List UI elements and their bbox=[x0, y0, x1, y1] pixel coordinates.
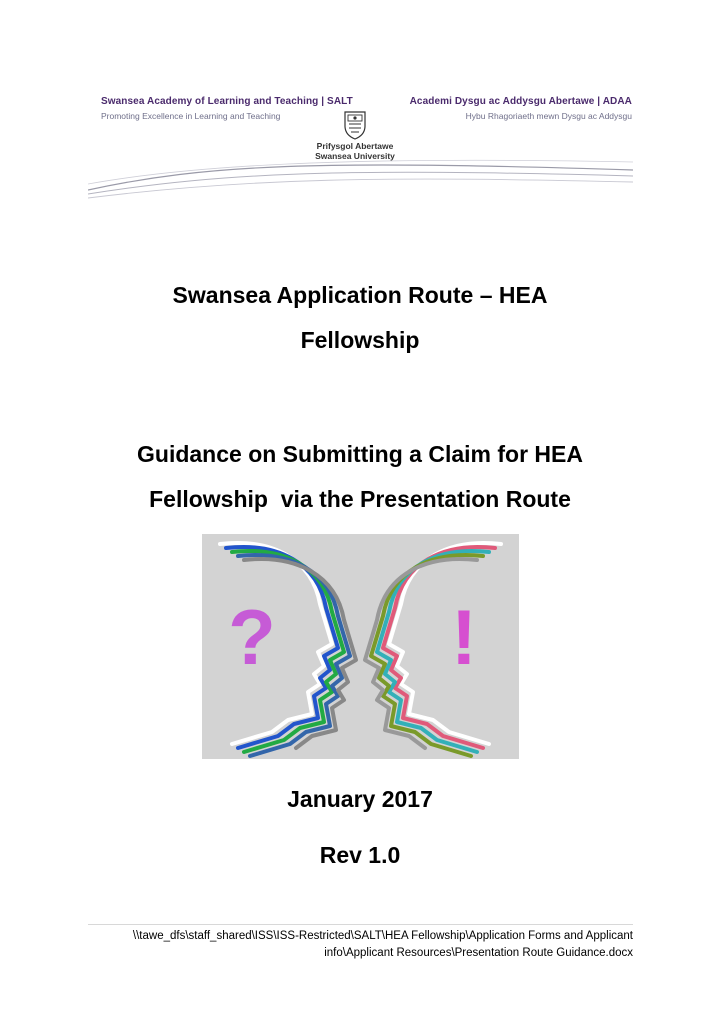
adaa-branding bbox=[410, 96, 632, 121]
footer-file-path bbox=[88, 928, 633, 962]
salt-branding bbox=[101, 96, 353, 121]
question-mark-icon: ? bbox=[228, 593, 276, 681]
salt-title: Swansea Academy of Learning and Teaching | SALT bbox=[101, 96, 353, 107]
document-title bbox=[0, 273, 720, 363]
document-revision: Rev 1.0 bbox=[319, 842, 401, 868]
letterhead bbox=[88, 90, 633, 200]
footer-path-line-2: info\Applicant Resources\Presentation Route Guidance.docx bbox=[324, 947, 633, 959]
document-subtitle-line-2: Fellowship via the Presentation Route bbox=[149, 486, 571, 512]
university-crest-icon bbox=[343, 110, 367, 140]
adaa-title: Academi Dysgu ac Addysgu Abertawe | ADAA bbox=[409, 96, 632, 107]
footer-divider bbox=[88, 924, 633, 925]
exclamation-mark-icon: ! bbox=[451, 593, 477, 681]
adaa-tagline: Hybu Rhagoriaeth mewn Dysgu ac Addysgu bbox=[465, 111, 632, 121]
document-subtitle-line-1: Guidance on Submitting a Claim for HEA bbox=[137, 441, 583, 467]
document-title-line-2: Fellowship bbox=[300, 327, 420, 353]
document-title-line-1: Swansea Application Route – HEA bbox=[172, 282, 548, 308]
salt-tagline: Promoting Excellence in Learning and Teaching bbox=[101, 111, 281, 121]
document-subtitle bbox=[0, 432, 720, 522]
facing-heads-illustration bbox=[202, 534, 519, 759]
document-date: January 2017 bbox=[287, 786, 433, 812]
letterhead-swoosh bbox=[88, 154, 633, 200]
footer-path-line-1: \\tawe_dfs\staff_shared\ISS\ISS-Restricted\SALT\HEA Fellowship\Application Forms and Applicant bbox=[132, 930, 633, 942]
university-english: Swansea University bbox=[315, 151, 395, 161]
university-welsh: Prifysgol Abertawe bbox=[316, 141, 394, 151]
